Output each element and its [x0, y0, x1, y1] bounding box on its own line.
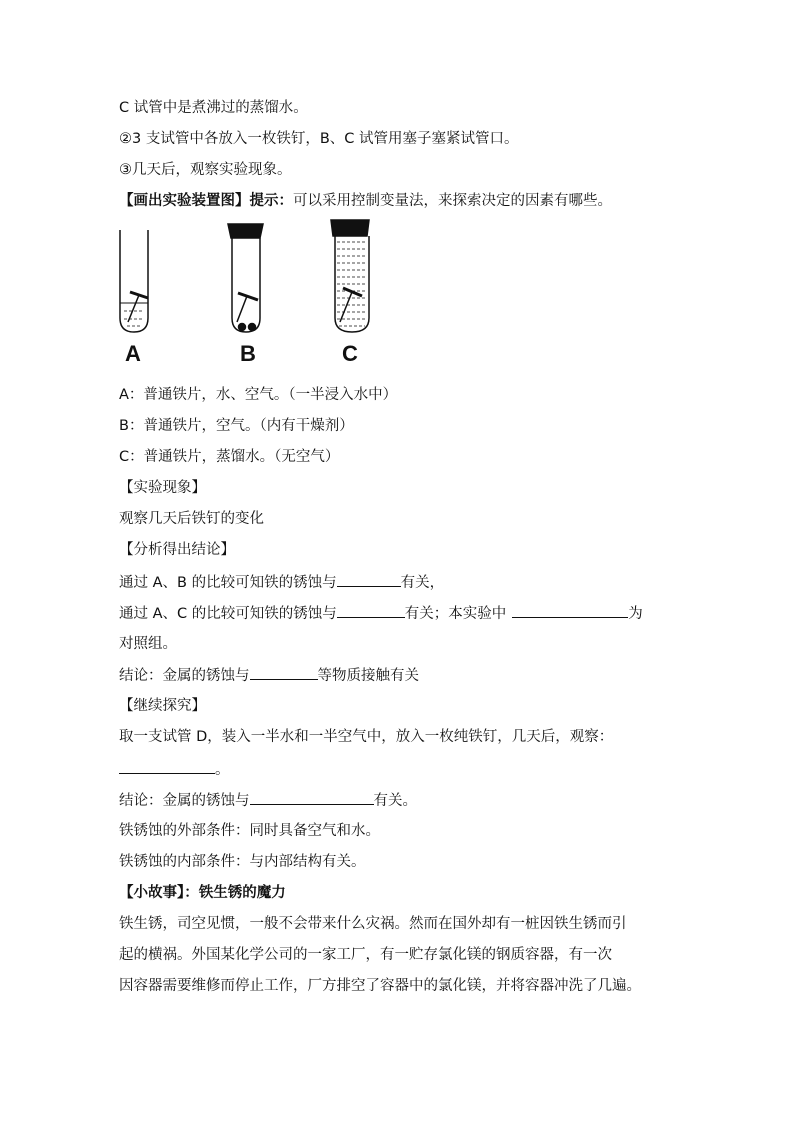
answer-blank[interactable] [119, 759, 215, 774]
text-line: 铁锈蚀的外部条件：同时具备空气和水。 [119, 823, 380, 839]
text-line: 起的横祸。外国某化学公司的一家工厂，有一贮存氯化镁的钢质容器，有一次 [119, 947, 612, 963]
text-span: 等物质接触有关 [317, 668, 419, 684]
test-tube-a [120, 230, 148, 332]
text-span: 有关。 [373, 793, 417, 809]
text-line: 铁锈蚀的内部条件：与内部结构有关。 [119, 854, 366, 870]
tube-label-a: A [125, 341, 141, 366]
section-heading: 【小故事】 [119, 885, 185, 901]
answer-blank[interactable] [337, 603, 405, 618]
section-heading: 【继续探究】 [119, 698, 206, 714]
text-line: ③几天后，观察实验现象。 [119, 162, 292, 178]
text-span: 通过 A、C 的比较可知铁的锈蚀与 [119, 606, 337, 622]
hint-text: 可以采用控制变量法，来探索决定的因素有哪些。 [293, 193, 612, 209]
test-tube-b [228, 224, 263, 332]
hint-label: 提示： [249, 193, 293, 209]
condition-b: B：普通铁片，空气。（内有干燥剂） [119, 418, 354, 434]
test-tube-c [331, 220, 369, 332]
text-line: 铁生锈，司空见惯，一般不会带来什么灾祸。然而在国外却有一桩因铁生锈而引 [119, 916, 627, 932]
analysis-ac-line [119, 603, 643, 624]
text-line: 观察几天后铁钉的变化 [119, 511, 264, 527]
tube-label-c: C [342, 341, 358, 366]
condition-c: C：普通铁片，蒸馏水。（无空气） [119, 449, 340, 465]
text-span: 。 [215, 762, 230, 778]
analysis-conclusion-line [119, 665, 419, 686]
section-heading: 【分析得出结论】 [119, 542, 235, 558]
text-span: 为 [628, 606, 643, 622]
answer-blank[interactable] [337, 572, 401, 587]
analysis-ab-line [119, 572, 444, 593]
section-heading: 【画出实验装置图】 [119, 193, 250, 209]
text-line: 对照组。 [119, 636, 177, 652]
text-line: C 试管中是煮沸过的蒸馏水。 [119, 100, 308, 116]
text-span: 结论：金属的锈蚀与 [119, 793, 250, 809]
text-line: 因容器需要维修而停止工作，厂方排空了容器中的氯化镁，并将容器冲洗了几遍。 [119, 978, 641, 994]
text-span: 结论：金属的锈蚀与 [119, 668, 250, 684]
text-span: 有关， [400, 575, 445, 591]
text-line: ②3 支试管中各放入一枚铁钉，B、C 试管用塞子塞紧试管口。 [119, 131, 519, 147]
section-heading: 【实验现象】 [119, 480, 206, 496]
answer-blank[interactable] [250, 790, 374, 805]
story-heading-line [119, 883, 286, 903]
further-answer-line [119, 759, 230, 780]
answer-blank[interactable] [512, 603, 628, 618]
answer-blank[interactable] [250, 665, 318, 680]
condition-a: A：普通铁片，水、空气。（一半浸入水中） [119, 387, 398, 403]
text-span: 有关；本实验中 [404, 606, 507, 622]
text-line: 取一支试管 D，装入一半水和一半空气中，放入一枚纯铁钉，几天后，观察： [119, 729, 614, 745]
text-span: 通过 A、B 的比较可知铁的锈蚀与 [119, 575, 337, 591]
tube-label-b: B [240, 341, 256, 366]
further-conclusion-line [119, 790, 417, 811]
story-title: ：铁生锈的魔力 [184, 885, 286, 901]
